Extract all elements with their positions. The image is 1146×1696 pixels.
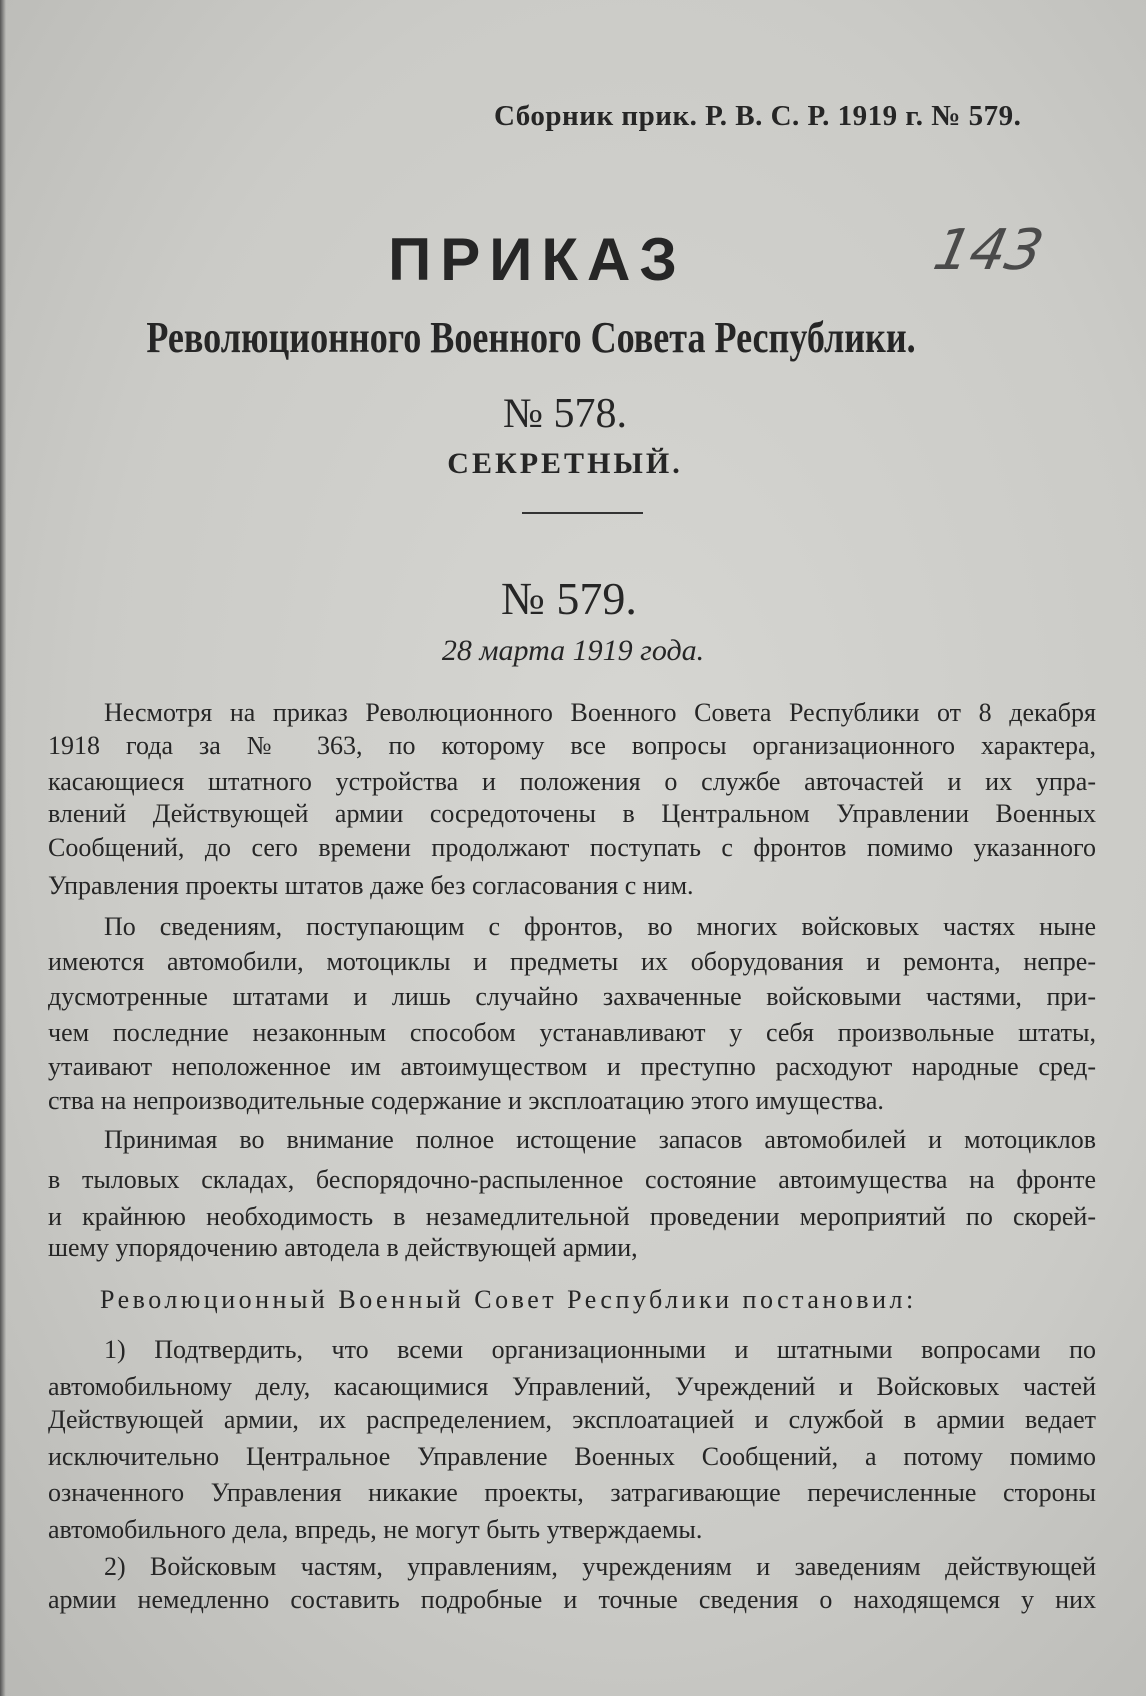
body-line: в тыловых складах, беспорядочно-распыленное состояние автоимущества на фронте: [48, 1165, 1096, 1194]
collection-header: Сборник прик. Р. В. С. Р. 1919 г. № 579.: [494, 100, 1022, 132]
item-line: автомобильного дела, впредь, не могут быть утверждаемы.: [48, 1515, 703, 1544]
body-line: шему упорядочению автодела в действующей армии,: [48, 1233, 638, 1262]
body-line: ства на непроизводительные содержание и эксплоатацию этого имущества.: [48, 1086, 884, 1115]
order-number-578: № 578.: [502, 391, 628, 437]
item-line: означенного Управления никакие проекты, затрагивающие перечисленные стороны: [48, 1478, 1096, 1507]
body-line: Принимая во внимание полное истощение запасов автомобилей и мотоциклов: [104, 1125, 1096, 1154]
body-line: и крайнюю необходимость в незамедлительной проведении мероприятий по скорей-: [48, 1202, 1096, 1231]
document-subtitle: Революционного Военного Совета Республики.: [146, 313, 916, 362]
order-date: 28 марта 1919 года.: [441, 634, 705, 667]
handwritten-page-number: 143: [928, 218, 1049, 283]
document-title: ПРИКАЗ: [388, 226, 686, 293]
item-line: Действующей армии, их распределением, эксплоатацией и службой в армии ведает: [48, 1405, 1096, 1434]
body-line: По сведениям, поступающим с фронтов, во многих войсковых частях ныне: [104, 912, 1096, 941]
body-line: чем последние незаконным способом устанавливают у себя произвольные штаты,: [48, 1018, 1096, 1047]
body-line: 1918 года за № 363, по которому все вопросы организационного характера,: [48, 731, 1096, 760]
body-line: имеются автомобили, мотоциклы и предметы их оборудования и ремонта, непре-: [48, 947, 1096, 976]
body-line: утаивают неположенное им автоимуществом и преступно расходуют народные сред-: [48, 1052, 1096, 1081]
item-line: 1) Подтвердить, что всеми организационными и штатными вопросами по: [104, 1335, 1096, 1364]
body-line: Управления проекты штатов даже без согласования с ним.: [48, 871, 694, 900]
decree-heading: Революционный Военный Совет Республики постановил:: [100, 1285, 917, 1314]
body-line: касающиеся штатного устройства и положения о службе авточастей и их упра-: [48, 767, 1096, 796]
classification-label: СЕКРЕТНЫЙ.: [447, 447, 683, 480]
item-line: армии немедленно составить подробные и точные сведения о находящемся у них: [48, 1585, 1096, 1614]
item-line: исключительно Центральное Управление Военных Сообщений, а потому помимо: [48, 1442, 1096, 1471]
item-line: автомобильному делу, касающимися Управлений, Учреждений и Войсковых частей: [48, 1372, 1096, 1401]
divider-rule: [522, 512, 643, 514]
body-line: Сообщений, до сего времени продолжают поступать с фронтов помимо указанного: [48, 833, 1096, 862]
item-line: 2) Войсковым частям, управлениям, учреждениям и заведениям действующей: [104, 1552, 1096, 1581]
order-number-579: № 579.: [501, 573, 637, 624]
body-line: Несмотря на приказ Революционного Военного Совета Республики от 8 декабря: [104, 698, 1096, 727]
body-line: дусмотренные штатами и лишь случайно захваченные войсковыми частями, при-: [48, 982, 1096, 1011]
body-line: влений Действующей армии сосредоточены в Центральном Управлении Военных: [48, 799, 1096, 828]
